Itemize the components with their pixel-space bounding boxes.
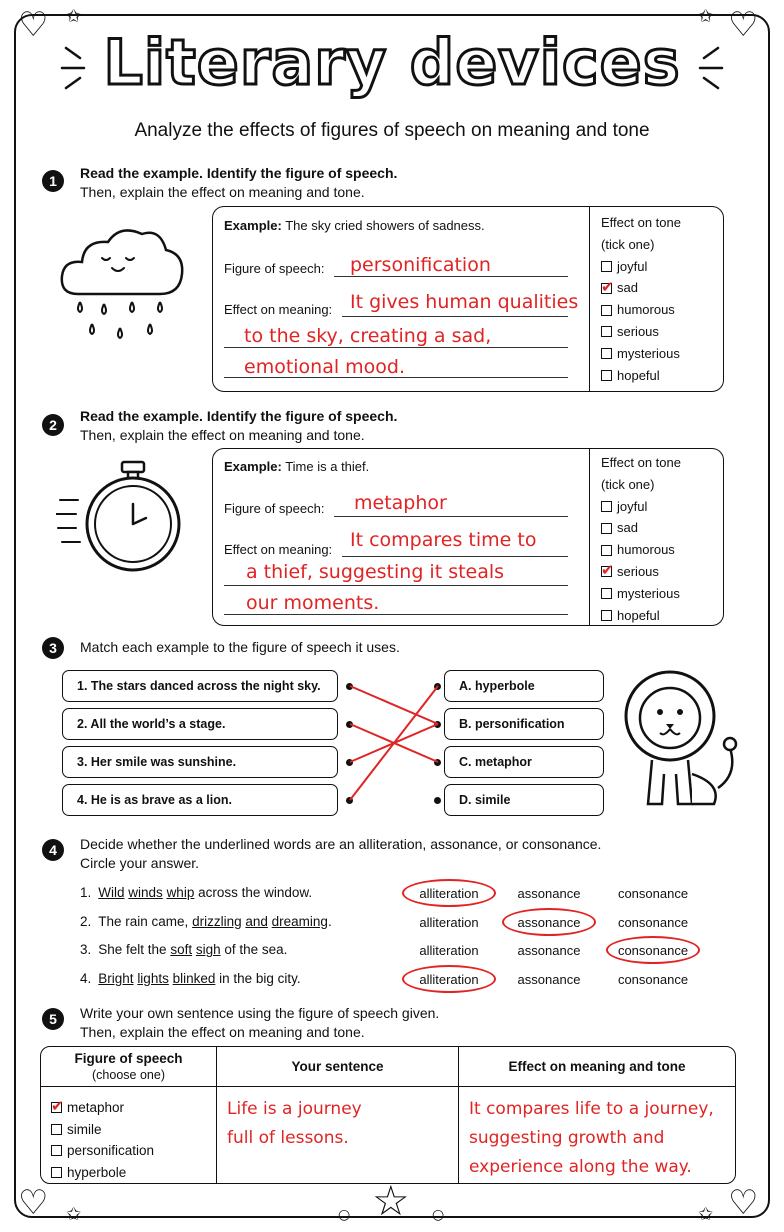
effect-answer[interactable]: It compares time to bbox=[350, 529, 537, 551]
sentence-row bbox=[80, 885, 312, 900]
sentence-text: in the big city. bbox=[215, 970, 301, 986]
checkbox[interactable] bbox=[51, 1097, 64, 1116]
underlined-word: Bright bbox=[98, 970, 134, 986]
figure-label: Figure of speech: bbox=[224, 261, 325, 276]
column-subtitle: (choose one) bbox=[92, 1067, 165, 1082]
figure-answer[interactable]: metaphor bbox=[354, 492, 447, 514]
effect-answer-line: experience along the way. bbox=[469, 1157, 692, 1177]
circle-icon: ○ bbox=[338, 1207, 351, 1223]
star-icon: ✩ bbox=[66, 6, 82, 27]
tone-header: Effect on tone bbox=[601, 455, 681, 470]
heart-icon: ♡ bbox=[18, 1183, 49, 1223]
section-instruction bbox=[80, 835, 601, 873]
answer-option[interactable]: assonance bbox=[517, 971, 581, 987]
answer-option[interactable]: assonance bbox=[517, 886, 581, 901]
effect-answer[interactable]: It gives human qualities bbox=[350, 291, 579, 313]
checkmark-icon: ✔ bbox=[601, 561, 614, 580]
checkmark-icon: ✔ bbox=[51, 1097, 64, 1116]
instruction-line: Circle your answer. bbox=[80, 855, 200, 871]
underlined-word: sigh bbox=[195, 942, 221, 957]
tone-option-label: serious bbox=[617, 323, 659, 339]
effect-answer[interactable]: emotional mood. bbox=[244, 356, 406, 378]
underlined-word: winds bbox=[128, 885, 163, 900]
figure-option-label: personification bbox=[67, 1143, 155, 1158]
match-option[interactable]: D. simile bbox=[444, 784, 604, 816]
match-example[interactable]: 3. Her smile was sunshine. bbox=[62, 746, 338, 778]
underlined-word: lights bbox=[137, 970, 169, 986]
figure-option-label: metaphor bbox=[67, 1100, 125, 1115]
instruction-line: Decide whether the underlined words are an alliteration, assonance, or consonance. bbox=[80, 836, 602, 852]
answer-option[interactable]: assonance bbox=[517, 914, 581, 930]
underlined-word: soft bbox=[170, 942, 193, 957]
section-number: 2 bbox=[42, 414, 64, 436]
tone-option-label: humorous bbox=[617, 542, 675, 558]
sentence-row bbox=[80, 942, 287, 957]
answer-option[interactable]: alliteration bbox=[419, 943, 479, 958]
effect-label: Effect on meaning: bbox=[224, 302, 333, 317]
effect-answer[interactable]: to the sky, creating a sad, bbox=[244, 325, 492, 347]
figure-option-label: hyperbole bbox=[67, 1164, 127, 1180]
sentence-answer-line: Life is a journey bbox=[227, 1099, 362, 1119]
sentence-answer-line: full of lessons. bbox=[227, 1128, 349, 1148]
star-icon: ✩ bbox=[698, 1204, 714, 1225]
tone-option-label: sad bbox=[617, 280, 638, 296]
tone-option-label: hopeful bbox=[617, 607, 660, 623]
answer-option[interactable]: consonance bbox=[617, 886, 689, 901]
match-option[interactable]: B. personification bbox=[444, 708, 604, 740]
section-number: 1 bbox=[42, 170, 64, 192]
match-example[interactable]: 2. All the world’s a stage. bbox=[62, 708, 338, 740]
underlined-word: dreaming bbox=[271, 913, 328, 929]
example-label: Example: bbox=[224, 218, 282, 233]
effect-answer-line: suggesting growth and bbox=[469, 1128, 665, 1148]
underlined-word: blinked bbox=[172, 970, 216, 986]
match-line bbox=[350, 686, 438, 724]
heart-icon: ♡ bbox=[18, 5, 49, 45]
section-instruction bbox=[80, 1004, 439, 1042]
match-option[interactable]: A. hyperbole bbox=[444, 670, 604, 702]
column-title: Figure of speech bbox=[74, 1050, 183, 1066]
instruction-line: Then, explain the effect on meaning and tone. bbox=[80, 427, 365, 443]
figure-option-label: simile bbox=[67, 1121, 102, 1137]
answer-option[interactable]: alliteration bbox=[419, 914, 479, 930]
effect-cell[interactable] bbox=[459, 1087, 735, 1183]
sentence-cell[interactable] bbox=[217, 1087, 459, 1183]
answer-circle bbox=[402, 965, 496, 993]
row-number: 1. bbox=[80, 885, 92, 900]
answer-option[interactable]: consonance bbox=[617, 943, 689, 958]
figure-column-header bbox=[41, 1047, 217, 1087]
figure-option[interactable] bbox=[51, 1097, 216, 1119]
writing-table bbox=[40, 1046, 736, 1184]
row-number: 3. bbox=[80, 942, 92, 957]
sentence-row bbox=[80, 971, 301, 986]
sentence-text: She felt the bbox=[98, 942, 171, 957]
tone-option-label: mysterious bbox=[617, 345, 680, 361]
answer-option[interactable]: consonance bbox=[617, 971, 689, 987]
figure-answer[interactable]: personification bbox=[350, 254, 491, 276]
star-icon: ✩ bbox=[698, 6, 714, 27]
answer-circle bbox=[606, 936, 700, 964]
page-title: Literary devices bbox=[103, 26, 681, 99]
row-number: 2. bbox=[80, 913, 92, 929]
smiling-star-icon: ☆ bbox=[372, 1176, 410, 1225]
tone-option-label: hopeful bbox=[617, 367, 660, 383]
effect-answer[interactable]: our moments. bbox=[246, 592, 380, 614]
heart-icon: ♡ bbox=[728, 5, 759, 45]
instruction-line: Read the example. Identify the figure of speech. bbox=[80, 165, 398, 181]
sentence-text: . bbox=[327, 913, 332, 929]
effect-answer-line: It compares life to a journey, bbox=[469, 1099, 714, 1119]
underlined-word: drizzling bbox=[192, 913, 242, 929]
sentence-text: of the sea. bbox=[220, 942, 288, 957]
tone-option-label: humorous bbox=[617, 302, 675, 318]
instruction-line: Then, explain the effect on meaning and tone. bbox=[80, 184, 365, 200]
answer-circle bbox=[402, 879, 496, 907]
instruction-line: Read the example. Identify the figure of speech. bbox=[80, 408, 398, 424]
section-number: 5 bbox=[42, 1008, 64, 1030]
checkmark-icon: ✔ bbox=[601, 277, 614, 296]
section-number: 4 bbox=[42, 839, 64, 861]
checkbox[interactable] bbox=[51, 1167, 62, 1178]
figure-option[interactable] bbox=[51, 1119, 216, 1141]
effect-column-header: Effect on meaning and tone bbox=[459, 1047, 735, 1087]
instruction-line: Then, explain the effect on meaning and tone. bbox=[80, 1024, 365, 1040]
tone-subheader: (tick one) bbox=[601, 476, 655, 492]
underlined-word: Wild bbox=[98, 885, 125, 900]
match-line bbox=[350, 686, 438, 800]
match-option[interactable]: C. metaphor bbox=[444, 746, 604, 778]
tone-option-label: sad bbox=[617, 520, 638, 536]
example-sentence: The sky cried showers of sadness. bbox=[285, 218, 485, 233]
effect-answer[interactable]: a thief, suggesting it steals bbox=[246, 561, 505, 583]
answer-option[interactable]: alliteration bbox=[419, 886, 479, 901]
answer-circle bbox=[502, 908, 596, 936]
heart-icon: ♡ bbox=[728, 1183, 759, 1223]
underlined-word: and bbox=[245, 913, 268, 929]
sentence-text: The rain came, bbox=[98, 913, 193, 929]
tone-option-label: joyful bbox=[617, 498, 648, 514]
section-instruction: Match each example to the figure of speech it uses. bbox=[80, 639, 400, 655]
tone-header: Effect on tone bbox=[601, 215, 681, 230]
answer-option[interactable]: assonance bbox=[517, 943, 581, 958]
example-sentence: Time is a thief. bbox=[285, 459, 370, 474]
match-example[interactable]: 1. The stars danced across the night sky. bbox=[62, 670, 338, 702]
tone-option-label: mysterious bbox=[617, 585, 680, 601]
underlined-word: whip bbox=[166, 885, 195, 900]
checkbox[interactable] bbox=[51, 1124, 62, 1135]
star-icon: ✩ bbox=[66, 1204, 82, 1225]
figure-options-cell bbox=[41, 1087, 217, 1183]
lion-icon bbox=[618, 664, 748, 816]
sentence-text: across the window. bbox=[194, 885, 313, 900]
instruction-line: Write your own sentence using the figure of speech given. bbox=[80, 1005, 440, 1021]
tone-option-label: joyful bbox=[617, 258, 648, 274]
figure-option[interactable] bbox=[51, 1140, 216, 1162]
answer-option[interactable]: consonance bbox=[617, 914, 689, 930]
tone-subheader: (tick one) bbox=[601, 236, 655, 252]
circle-icon: ○ bbox=[432, 1207, 445, 1223]
section-number: 3 bbox=[42, 637, 64, 659]
figure-label: Figure of speech: bbox=[224, 501, 325, 516]
answer-option[interactable]: alliteration bbox=[419, 971, 479, 987]
match-example[interactable]: 4. He is as brave as a lion. bbox=[62, 784, 338, 816]
sentence-column-header: Your sentence bbox=[217, 1047, 459, 1087]
tone-option-label: serious bbox=[617, 563, 659, 579]
sentence-row bbox=[80, 914, 332, 929]
checkbox[interactable] bbox=[51, 1145, 62, 1156]
page-subtitle: Analyze the effects of figures of speech on meaning and tone bbox=[134, 120, 650, 141]
figure-option[interactable] bbox=[51, 1162, 216, 1184]
example-label: Example: bbox=[224, 459, 282, 474]
effect-label: Effect on meaning: bbox=[224, 542, 333, 557]
row-number: 4. bbox=[80, 970, 92, 986]
